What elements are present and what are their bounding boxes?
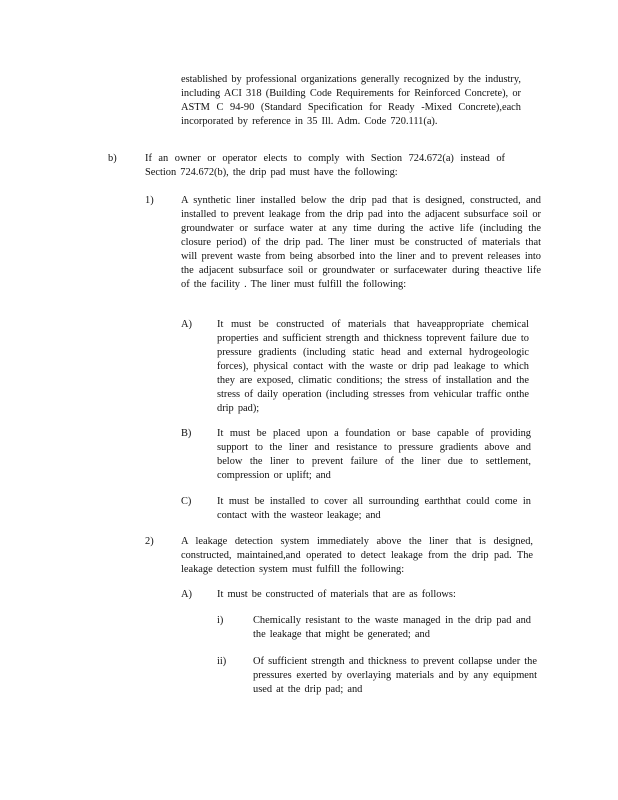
item-2-a-ii-label: ii) [217,656,227,667]
item-1-label: 1) [145,195,154,206]
item-2-a-i-paragraph: Chemically resistant to the waste managed in the drip pad and the leakage that might be generated; and [253,615,531,640]
item-1-a-label: A) [181,319,192,330]
item-2-paragraph: A leakage detection system immediately above the liner that is designed, constructed, maintained,and operated to detect leakage from the drip pad. The leakage detection system must fulfill the following: [181,536,533,575]
item-1-c-label: C) [181,496,192,507]
item-1-b-paragraph: It must be placed upon a foundation or base capable of providing support to the liner and resistance to pressure gradients above and below the liner to prevent failure of the liner due to settlement, compression or uplift; and [217,428,531,481]
item-2-a-label: A) [181,589,192,600]
section-b-paragraph: If an owner or operator elects to comply with Section 724.672(a) instead of Section 724.672(b), the drip pad must have the following: [145,153,505,178]
item-1-paragraph: A synthetic liner installed below the drip pad that is designed, constructed, and installed to prevent leakage from the drip pad into the adjacent subsurface soil or groundwater or surface water at any time during the active life (including the closure period) of the drip pad. The liner must be constructed of materials that will prevent waste from being absorbed into the liner and to prevent releases into the adjacent subsurface soil or groundwater or surfacewater during theactive life of the facility . The liner must fulfill the following: [181,195,541,290]
intro-continuation-paragraph: established by professional organizations generally recognized by the industry, including ACI 318 (Building Code Requirements for Reinforced Concrete), or ASTM C 94-90 (Standard Specification for Ready -Mixed Concrete),each incorporated by reference in 35 Ill. Adm. Code 720.111(a). [181,74,521,127]
item-2-a-paragraph: It must be constructed of materials that are as follows: [217,589,456,600]
item-1-a-paragraph: It must be constructed of materials that haveappropriate chemical properties and sufficient strength and thickness toprevent failure due to pressure gradients (including static head and external hydrogeologic forces), physical contact with the waste or drip pad leakage to which they are exposed, climatic conditions; the stress of installation and the stress of daily operation (including stresses from vehicular traffic onthe drip pad); [217,319,529,414]
item-1-b-label: B) [181,428,192,439]
item-2-a-i-label: i) [217,615,224,626]
item-2-label: 2) [145,536,154,547]
item-2-a-ii-paragraph: Of sufficient strength and thickness to prevent collapse under the pressures exerted by overlaying materials and by any equipment used at the drip pad; and [253,656,537,695]
section-b-label: b) [108,153,117,164]
item-1-c-paragraph: It must be installed to cover all surrounding earththat could come in contact with the wasteor leakage; and [217,496,531,521]
